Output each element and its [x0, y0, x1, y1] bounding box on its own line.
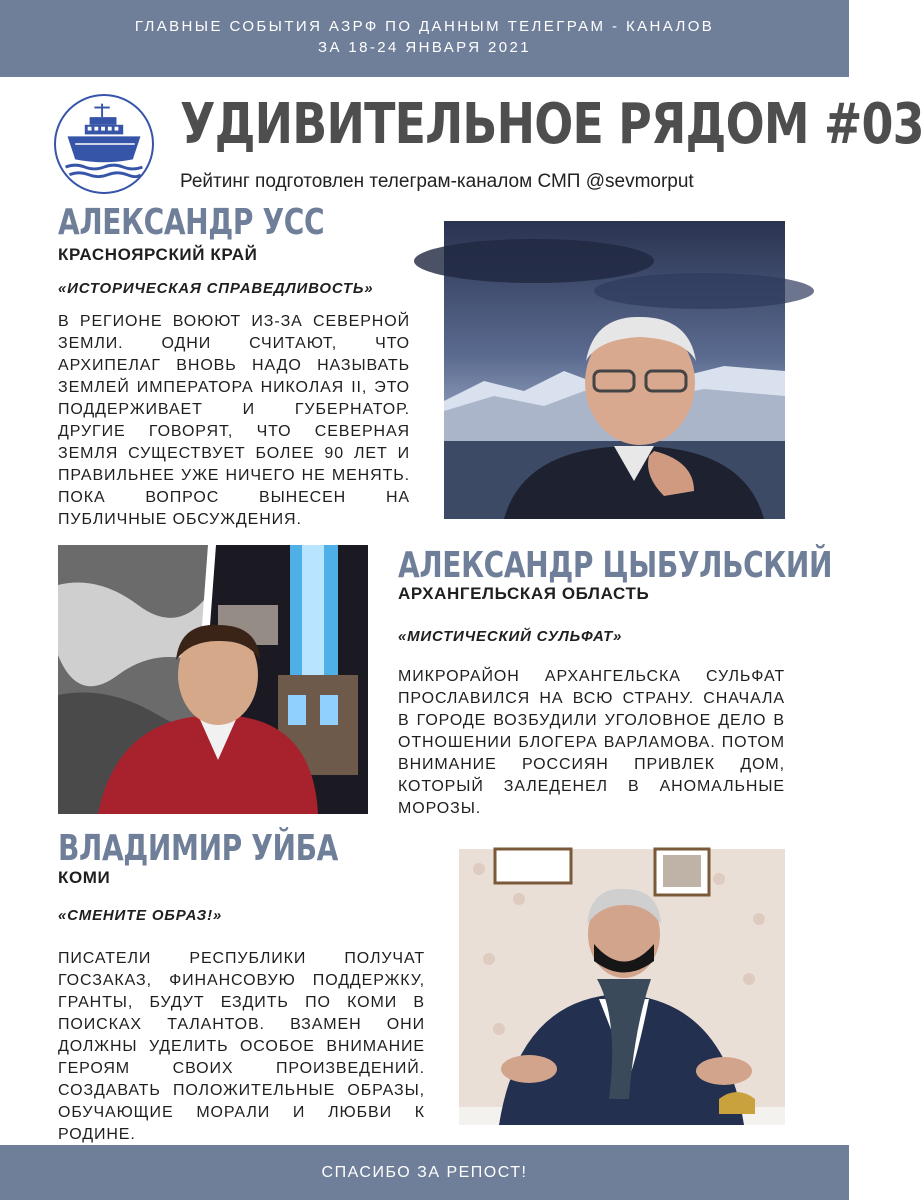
header-line-1: ГЛАВНЫЕ СОБЫТИЯ АЗРФ ПО ДАННЫМ ТЕЛЕГРАМ - КАНАЛОВ [134, 18, 715, 35]
entry-2-photo [58, 545, 368, 814]
entry-3-name: ВЛАДИМИР УЙБА [58, 828, 338, 869]
entry-3-text: ПИСАТЕЛИ РЕСПУБЛИКИ ПОЛУЧАТ ГОСЗАКАЗ, ФИНАНСОВУЮ ПОДДЕРЖКУ, ГРАНТЫ, БУДУТ ЕЗДИТЬ ПО КОМИ В ПОИСКАХ ТАЛАНТОВ. ВЗАМЕН ОНИ ДОЛЖНЫ УДЕЛИТЬ ОСОБОЕ ВНИМАНИЕ ГЕРОЯМ СВОИХ ПРОИЗВЕДЕНИЙ. СОЗДАВАТЬ ПОЛОЖИТЕЛЬНЫЕ ОБРАЗЫ, ОБУЧАЮЩИЕ МОРАЛИ И ЛЮБВИ К РОДИНЕ. [58, 950, 425, 1143]
entry-3-region: КОМИ [58, 868, 111, 887]
entry-3-photo [459, 849, 785, 1125]
entry-2-name: АЛЕКСАНДР ЦЫБУЛЬСКИЙ [398, 545, 833, 586]
footer-banner: СПАСИБО ЗА РЕПОСТ! [0, 1145, 849, 1200]
page-subtitle: Рейтинг подготовлен телеграм-каналом СМП @sevmorput [180, 171, 694, 192]
entry-2-region: АРХАНГЕЛЬСКАЯ ОБЛАСТЬ [398, 584, 650, 603]
header-banner [0, 0, 849, 77]
entry-1-name: АЛЕКСАНДР УСС [58, 202, 325, 243]
entry-1-quote: «ИСТОРИЧЕСКАЯ СПРАВЕДЛИВОСТЬ» [58, 280, 374, 297]
entry-3-quote: «СМЕНИТЕ ОБРАЗ!» [58, 907, 223, 924]
entry-1-region: КРАСНОЯРСКИЙ КРАЙ [58, 245, 258, 264]
entry-1-text: В РЕГИОНЕ ВОЮЮТ ИЗ-ЗА СЕВЕРНОЙ ЗЕМЛИ. ОДНИ СЧИТАЮТ, ЧТО АРХИПЕЛАГ ВНОВЬ НАДО НАЗЫВАТЬ ЗЕМЛЕЙ ИМПЕРАТОРА НИКОЛАЯ II, ЭТО ПОДДЕРЖИВАЕТ И ГУБЕРНАТОР. ДРУГИЕ ГОВОРЯТ, ЧТО СЕВЕРНАЯ ЗЕМЛЯ СУЩЕСТВУЕТ БОЛЕЕ 90 ЛЕТ И ПРАВИЛЬНЕЕ УЖЕ НИЧЕГО НЕ МЕНЯТЬ. ПОКА ВОПРОС ВЫНЕСЕН НА ПУБЛИЧНЫЕ ОБСУЖДЕНИЯ. [58, 313, 410, 528]
entry-2-quote: «МИСТИЧЕСКИЙ СУЛЬФАТ» [398, 628, 623, 645]
entry-1-photo [444, 221, 785, 519]
icebreaker-ship-icon [54, 94, 154, 194]
entry-2-text: МИКРОРАЙОН АРХАНГЕЛЬСКА СУЛЬФАТ ПРОСЛАВИЛСЯ НА ВСЮ СТРАНУ. СНАЧАЛА В ГОРОДЕ ВОЗБУДИЛИ УГОЛОВНОЕ ДЕЛО В ОТНОШЕНИИ БЛОГЕРА ВАРЛАМОВА. ПОТОМ ВНИМАНИЕ РОССИЯН ПРИВЛЕК ДОМ, КОТОРЫЙ ЗАЛЕДЕНЕЛ В АНОМАЛЬНЫЕ МОРОЗЫ. [398, 668, 785, 817]
header-line-2: ЗА 18-24 ЯНВАРЯ 2021 [318, 39, 531, 56]
page-title: УДИВИТЕЛЬНОЕ РЯДОМ #03 [180, 92, 924, 157]
